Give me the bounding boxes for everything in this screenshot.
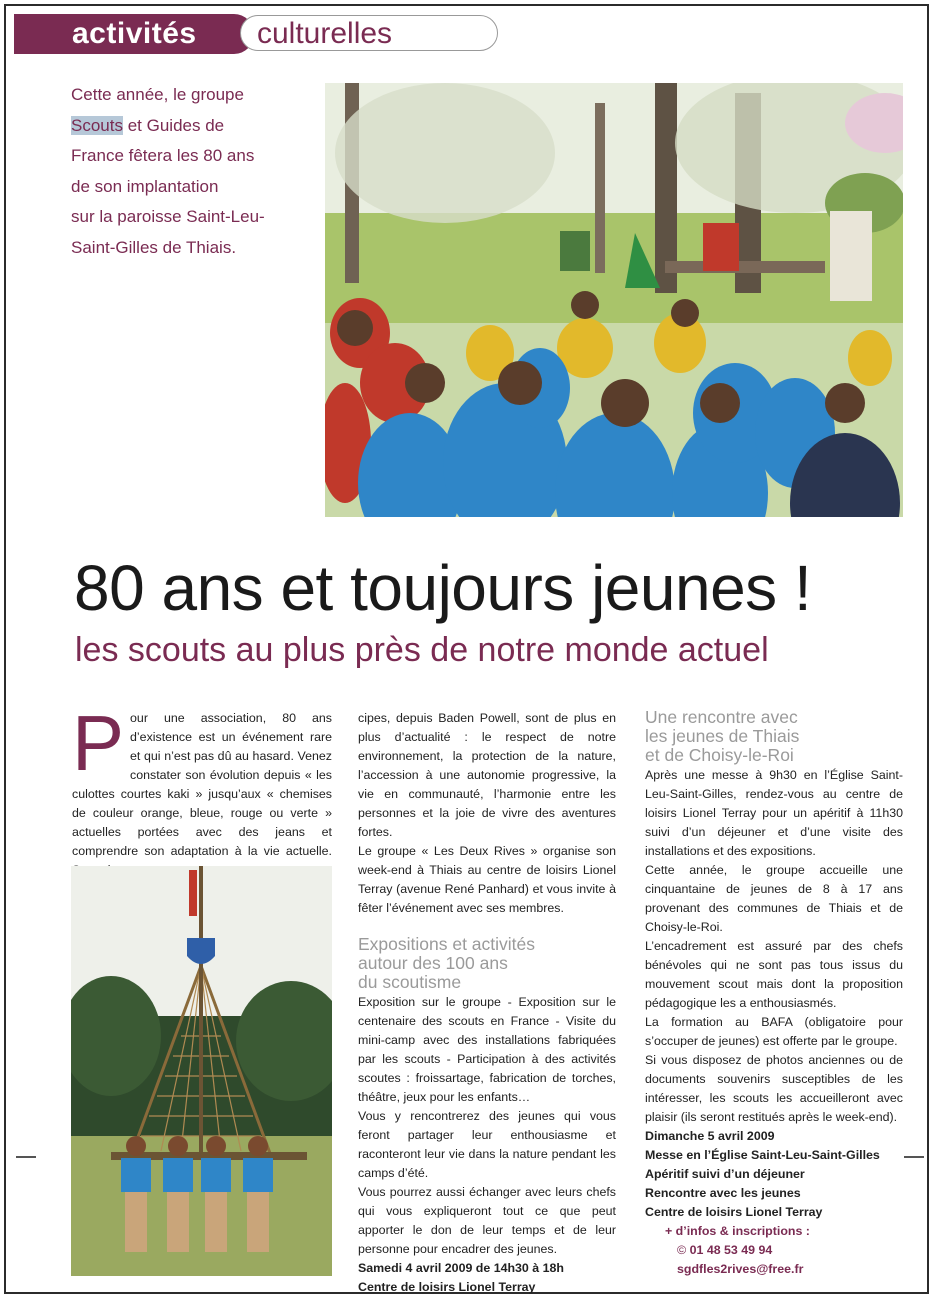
section-heading: autour des 100 ans (358, 953, 508, 973)
section-category-tab (14, 14, 254, 54)
intro-line: sur la paroisse Saint-Leu- (71, 207, 265, 226)
intro-line: Cette année, le groupe (71, 85, 244, 104)
section-heading: les jeunes de Thiais (645, 726, 800, 746)
subheadline: les scouts au plus près de notre monde actuel (75, 631, 769, 669)
program-item: Apéritif suivi d’un déjeuner (645, 1167, 805, 1181)
article-column-3 (645, 709, 903, 1279)
intro-line: Saint-Gilles de Thiais. (71, 237, 237, 257)
intro-line (71, 111, 311, 142)
event-date: Samedi 4 avril 2009 de 14h30 à 18h (358, 1261, 564, 1275)
phone-number[interactable]: 01 48 53 49 94 (689, 1243, 773, 1257)
paragraph: cipes, depuis Baden Powell, sont de plus en plus d’actualité : le respect de notre environnement, la protection de la nature, l’accession à une autonomie progressive, la vie en communauté, l’harmonie entre les personnes et la joie de vivre des aventures fortes. (358, 711, 616, 839)
intro-line: France fêtera les 80 ans (71, 146, 255, 165)
paragraph: Le groupe « Les Deux Rives » organise son week-end à Thiais au centre de loisirs Lionel Terray (avenue René Panhard) et vous invite à fêter l’événement avec ses membres. (358, 844, 616, 915)
email-link[interactable]: sgdfles2rives@free.fr (677, 1262, 804, 1276)
info-label: + d’infos & inscriptions : (665, 1224, 810, 1238)
crop-mark (904, 1156, 924, 1158)
section-heading: du scoutisme (358, 972, 462, 992)
program-item: Rencontre avec les jeunes (645, 1186, 801, 1200)
intro-line-rest: et Guides de (122, 115, 225, 135)
event-date: Dimanche 5 avril 2009 (645, 1129, 775, 1143)
program-item: Messe en l’Église Saint-Leu-Saint-Gilles (645, 1148, 880, 1162)
section-heading: Expositions et activités (358, 934, 536, 954)
crop-mark (16, 1156, 36, 1158)
paragraph: L’encadrement est assuré par des chefs bénévoles qui ne sont pas tous issus du mouvement scout mais dont la proposition pédagogique les a enthousiasmés. (645, 939, 903, 1010)
paragraph (72, 699, 332, 880)
intro-text (71, 80, 311, 263)
paragraph-text: our une association, 80 ans d’existence est un événement rare et qui n’est pas dû au hasard. Venez constater son évolution depuis « les culottes courtes kaki » jusqu’aux « chemises de couleur orange, bleue, rouge ou verte » actuelles portées avec des jeans et comprendre son adaptation à la vie actuelle. (72, 711, 332, 858)
paragraph: Vous pourrez aussi échanger avec leurs chefs qui vous expliqueront tout ce que peut apporter le don de leur temps et de leur personne pour encadrer des jeunes. (358, 1185, 616, 1256)
article-column-2 (358, 709, 616, 1297)
section-header (14, 14, 486, 54)
paragraph: Après une messe à 9h30 en l’Église Saint-Leu-Saint-Gilles, rendez-vous au centre de loisirs Lionel Terray pour un apéritif à 11h30 suivi d’un déjeuner et d’une visite des installations et des expositions. (645, 768, 903, 858)
section-heading: et de Choisy-le-Roi (645, 745, 794, 765)
paragraph: La formation au BAFA (obligatoire pour s’occuper de jeunes) est offerte par le groupe. (645, 1015, 903, 1048)
section-category: activités (72, 17, 197, 50)
phone-line (645, 1241, 903, 1260)
section-subcategory: culturelles (257, 17, 393, 50)
paragraph: Exposition sur le groupe - Exposition sur le centenaire des scouts en France - Visite du mini-camp avec des installations fabriquées par les scouts - Participation à des activités scoutes : froissartage, fabrication de torches, théâtre, jeux pour les enfants… (358, 995, 616, 1104)
scouts-gathering-photo (325, 83, 903, 517)
drop-cap: P (72, 699, 125, 787)
section-subcategory-tab (240, 15, 498, 51)
section-heading: Une rencontre avec (645, 707, 798, 727)
paragraph: Si vous disposez de photos anciennes ou de documents souvenirs susceptibles de les intéresser, les scouts les accueilleront avec plaisir (ils seront restitués après le week-end). (645, 1053, 903, 1124)
scout-tower-photo (71, 866, 332, 1276)
program-item: Centre de loisirs Lionel Terray (645, 1205, 823, 1219)
highlighted-word: Scouts (71, 115, 123, 135)
paragraph: Cette année, le groupe accueille une cinquantaine de jeunes de 8 à 17 ans provenant des communes de Thiais et de Choisy-le-Roi. (645, 863, 903, 934)
paragraph: Vous y rencontrerez des jeunes qui vous feront partager leur enthousiasme et raconteront leur vie dans la nature pendant les camps d’été. (358, 1109, 616, 1180)
intro-line: de son implantation (71, 176, 219, 196)
article-column-1 (72, 699, 332, 880)
phone-icon: © (677, 1243, 687, 1257)
headline: 80 ans et toujours jeunes ! (74, 552, 812, 624)
event-place: Centre de loisirs Lionel Terray (358, 1280, 536, 1294)
